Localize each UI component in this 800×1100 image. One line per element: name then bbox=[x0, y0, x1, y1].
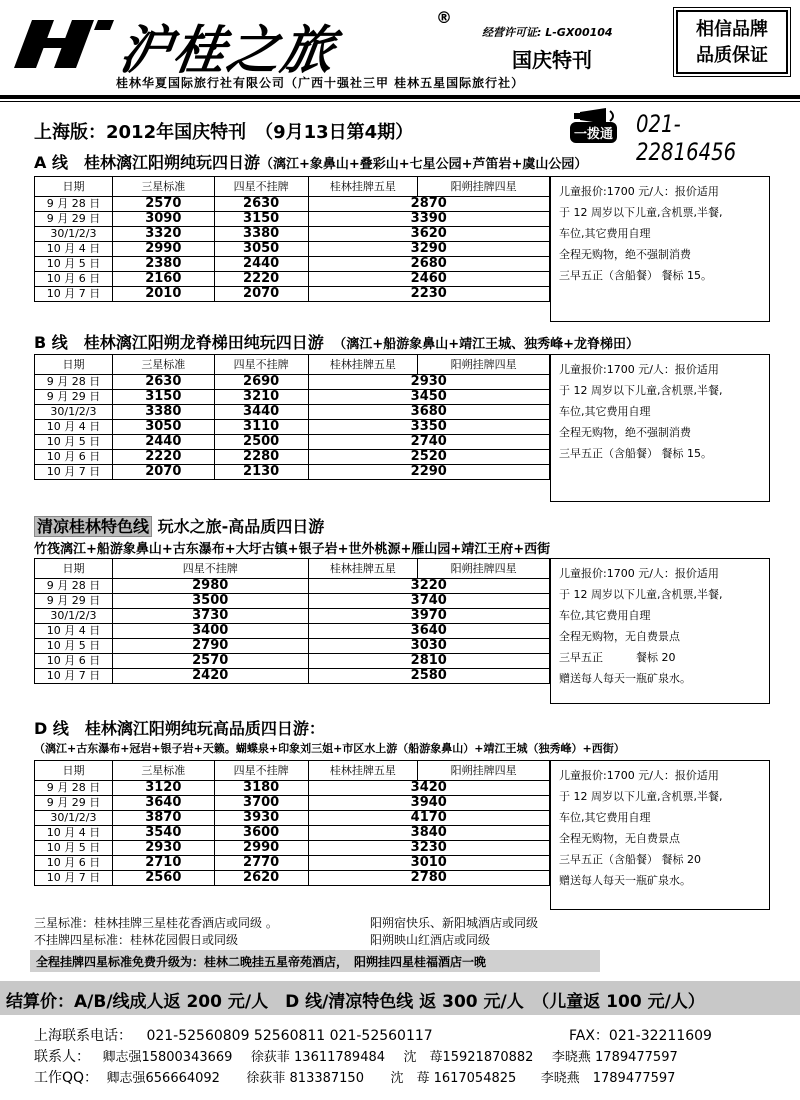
route-a-title bbox=[34, 150, 587, 173]
table-row bbox=[35, 405, 550, 420]
price-cell: 3740 bbox=[308, 594, 550, 609]
price-cell: 3640 bbox=[112, 796, 214, 811]
price-cell: 2440 bbox=[112, 435, 214, 450]
column-header: 三星标准 bbox=[112, 761, 214, 781]
note-line: 车位,其它费用自理 bbox=[559, 227, 651, 240]
route-c-subtitle: 竹筏漓江+船游象鼻山+古东瀑布+大圩古镇+银子岩+世外桃源+雁山园+靖江王府+西街 bbox=[34, 542, 551, 557]
route-d-title: D 线 桂林漓江阳朔纯玩高品质四日游： bbox=[34, 719, 325, 738]
price-cell: 3930 bbox=[214, 811, 308, 826]
note-line: 全程无购物，绝不强制消费 bbox=[559, 426, 691, 439]
table-row bbox=[35, 212, 550, 227]
note-line: 儿童报价:1700 元/人：报价适用 bbox=[559, 567, 719, 580]
trust-line-2: 品质保证 bbox=[696, 45, 768, 66]
table-row bbox=[35, 257, 550, 272]
price-cell: 3350 bbox=[308, 420, 549, 435]
note-line: 儿童报价:1700 元/人：报价适用 bbox=[559, 363, 719, 376]
note-line: 三早五正（含船餐） 餐标 15。 bbox=[559, 447, 712, 460]
column-header: 日期 bbox=[35, 559, 113, 579]
price-cell: 3440 bbox=[214, 405, 308, 420]
license-number: 经营许可证: L-GX00104 bbox=[482, 26, 613, 39]
table-row bbox=[35, 624, 550, 639]
price-cell: 3180 bbox=[214, 781, 308, 796]
fax-number: FAX：021-32211609 bbox=[569, 1028, 712, 1044]
date-cell: 9 月 29 日 bbox=[35, 212, 113, 227]
price-cell: 2580 bbox=[308, 669, 550, 684]
note-line: 赠送每人每天一瓶矿泉水。 bbox=[559, 672, 691, 685]
price-cell: 3420 bbox=[308, 781, 549, 796]
route-a-subtitle: （漓江+象鼻山+叠彩山+七星公园+芦笛岩+虞山公园） bbox=[259, 157, 588, 172]
price-cell: 3230 bbox=[308, 841, 549, 856]
column-header: 四星不挂牌 bbox=[214, 177, 308, 197]
price-cell: 2500 bbox=[214, 435, 308, 450]
qq-item: 卿志强656664092 bbox=[106, 1071, 220, 1086]
price-cell: 3380 bbox=[214, 227, 308, 242]
date-cell: 10 月 6 日 bbox=[35, 272, 113, 287]
note-line: 儿童报价:1700 元/人：报价适用 bbox=[559, 185, 719, 198]
price-cell: 2780 bbox=[308, 871, 549, 886]
qq-item: 沈 苺 1617054825 bbox=[390, 1071, 517, 1086]
price-cell: 2710 bbox=[112, 856, 214, 871]
price-cell: 2380 bbox=[112, 257, 214, 272]
std3-left: 三星标准：桂林挂牌三星桂花香酒店或同级 。 bbox=[34, 916, 278, 930]
qq-item: 李晓燕 1789477597 bbox=[540, 1071, 676, 1086]
std3-right: 阳朔宿快乐、新阳城酒店或同级 bbox=[370, 916, 539, 930]
table-row bbox=[35, 450, 550, 465]
table-row bbox=[35, 272, 550, 287]
column-header: 日期 bbox=[35, 761, 113, 781]
date-cell: 9 月 29 日 bbox=[35, 390, 113, 405]
price-cell: 2280 bbox=[214, 450, 308, 465]
note-line: 全程无购物，无自费景点 bbox=[559, 630, 680, 643]
contact-item: 卿志强15800343669 bbox=[102, 1050, 233, 1065]
table-row bbox=[35, 639, 550, 654]
price-cell: 2520 bbox=[308, 450, 549, 465]
registered-mark: ® bbox=[436, 8, 452, 27]
table-row bbox=[35, 871, 550, 886]
page-header bbox=[0, 0, 800, 110]
table-row bbox=[35, 826, 550, 841]
trust-line-1: 相信品牌 bbox=[696, 19, 768, 40]
note-line: 三早五正（含船餐） 餐标 15。 bbox=[559, 269, 712, 282]
column-header: 桂林挂牌五星 bbox=[308, 761, 418, 781]
route-b-subtitle: （漓江+船游象鼻山+靖江王城、独秀峰+龙脊梯田） bbox=[339, 337, 639, 352]
table-row bbox=[35, 609, 550, 624]
phone-line bbox=[34, 1025, 712, 1045]
price-cell: 2790 bbox=[112, 639, 308, 654]
price-cell: 3620 bbox=[308, 227, 549, 242]
column-header: 阳朔挂牌四星 bbox=[418, 177, 550, 197]
qq-line bbox=[34, 1067, 675, 1087]
price-cell: 2130 bbox=[214, 465, 308, 480]
table-row bbox=[35, 227, 550, 242]
route-b-notes bbox=[550, 354, 770, 502]
note-line: 于 12 周岁以下儿童,含机票,半餐, bbox=[559, 588, 723, 601]
column-header: 阳朔挂牌四星 bbox=[418, 761, 550, 781]
route-a-notes bbox=[550, 176, 770, 322]
price-cell: 2570 bbox=[112, 197, 214, 212]
date-cell: 10 月 6 日 bbox=[35, 450, 113, 465]
price-cell: 2220 bbox=[214, 272, 308, 287]
header-divider-thin bbox=[0, 101, 800, 102]
date-cell: 10 月 7 日 bbox=[35, 669, 113, 684]
qq-label: 工作QQ： bbox=[34, 1070, 99, 1086]
date-cell: 9 月 28 日 bbox=[35, 781, 113, 796]
price-cell: 3390 bbox=[308, 212, 549, 227]
note-line: 于 12 周岁以下儿童,含机票,半餐, bbox=[559, 384, 723, 397]
price-cell: 2290 bbox=[308, 465, 549, 480]
price-cell: 3500 bbox=[112, 594, 308, 609]
header-divider bbox=[0, 95, 800, 99]
date-cell: 9 月 28 日 bbox=[35, 579, 113, 594]
note-line: 全程无购物，绝不强制消费 bbox=[559, 248, 691, 261]
table-row bbox=[35, 287, 550, 302]
special-issue-title: 国庆特刊 bbox=[512, 48, 592, 72]
column-header: 四星不挂牌 bbox=[214, 761, 308, 781]
table-row bbox=[35, 390, 550, 405]
date-cell: 10 月 4 日 bbox=[35, 624, 113, 639]
table-row bbox=[35, 654, 550, 669]
price-cell: 2740 bbox=[308, 435, 549, 450]
note-line: 车位,其它费用自理 bbox=[559, 405, 651, 418]
date-cell: 9 月 29 日 bbox=[35, 594, 113, 609]
price-cell: 3050 bbox=[214, 242, 308, 257]
column-header: 桂林挂牌五星 bbox=[308, 177, 418, 197]
price-cell: 3150 bbox=[112, 390, 214, 405]
date-cell: 10 月 4 日 bbox=[35, 420, 113, 435]
price-cell: 3400 bbox=[112, 624, 308, 639]
contact-item: 徐荻菲 13611789484 bbox=[250, 1050, 386, 1065]
price-cell: 2990 bbox=[214, 841, 308, 856]
date-cell: 10 月 4 日 bbox=[35, 242, 113, 257]
date-cell: 10 月 4 日 bbox=[35, 826, 113, 841]
table-row bbox=[35, 781, 550, 796]
price-cell: 4170 bbox=[308, 811, 549, 826]
price-cell: 2770 bbox=[214, 856, 308, 871]
column-header: 三星标准 bbox=[112, 177, 214, 197]
price-cell: 3210 bbox=[214, 390, 308, 405]
std4-right: 阳朔映山红酒店或同级 bbox=[370, 933, 491, 947]
price-cell: 2680 bbox=[308, 257, 549, 272]
price-cell: 3680 bbox=[308, 405, 549, 420]
note-line: 全程无购物，无自费景点 bbox=[559, 832, 680, 845]
edition-title: 上海版：2012年国庆特刊 （9月13日第4期） bbox=[34, 122, 414, 143]
contact-item: 沈 苺15921870882 bbox=[403, 1050, 534, 1065]
price-cell: 3290 bbox=[308, 242, 549, 257]
date-cell: 30/1/2/3 bbox=[35, 609, 113, 624]
column-header: 日期 bbox=[35, 177, 113, 197]
price-cell: 2930 bbox=[112, 841, 214, 856]
price-cell: 3450 bbox=[308, 390, 549, 405]
price-cell: 3380 bbox=[112, 405, 214, 420]
phone-numbers[interactable]: 021-52560809 52560811 021-52560117 bbox=[146, 1028, 433, 1044]
date-cell: 10 月 5 日 bbox=[35, 639, 113, 654]
price-cell: 3120 bbox=[112, 781, 214, 796]
price-cell: 2810 bbox=[308, 654, 550, 669]
date-cell: 10 月 6 日 bbox=[35, 856, 113, 871]
date-cell: 10 月 5 日 bbox=[35, 841, 113, 856]
note-line: 车位,其它费用自理 bbox=[559, 811, 651, 824]
price-cell: 3090 bbox=[112, 212, 214, 227]
table-row bbox=[35, 435, 550, 450]
price-cell: 3970 bbox=[308, 609, 550, 624]
price-cell: 3050 bbox=[112, 420, 214, 435]
column-header: 阳朔挂牌四星 bbox=[418, 559, 550, 579]
price-cell: 3600 bbox=[214, 826, 308, 841]
price-cell: 2870 bbox=[308, 197, 549, 212]
company-name: 桂林华夏国际旅行社有限公司（广西十强社三甲 桂林五星国际旅行社） bbox=[116, 76, 525, 90]
hotline-label: 一拨通 bbox=[570, 122, 617, 143]
route-d-notes bbox=[550, 760, 770, 910]
route-b-price-table bbox=[34, 354, 550, 480]
date-cell: 30/1/2/3 bbox=[35, 227, 113, 242]
contact-item: 李晓燕 1789477597 bbox=[551, 1050, 678, 1065]
price-cell: 2010 bbox=[112, 287, 214, 302]
upgrade-note: 全程挂牌四星标准免费升级为：桂林二晚挂五星帝苑酒店， 阳朔挂四星桂福酒店一晚 bbox=[30, 950, 600, 972]
price-cell: 3870 bbox=[112, 811, 214, 826]
date-cell: 10 月 7 日 bbox=[35, 871, 113, 886]
price-cell: 3640 bbox=[308, 624, 550, 639]
column-header: 日期 bbox=[35, 355, 113, 375]
table-row bbox=[35, 197, 550, 212]
price-cell: 3010 bbox=[308, 856, 549, 871]
price-cell: 2070 bbox=[214, 287, 308, 302]
route-c-highlight: 清凉桂林特色线 bbox=[34, 516, 152, 537]
table-row bbox=[35, 811, 550, 826]
price-cell: 3540 bbox=[112, 826, 214, 841]
price-cell: 3150 bbox=[214, 212, 308, 227]
date-cell: 10 月 7 日 bbox=[35, 465, 113, 480]
route-c-title bbox=[34, 514, 324, 537]
price-cell: 3110 bbox=[214, 420, 308, 435]
date-cell: 9 月 29 日 bbox=[35, 796, 113, 811]
date-cell: 9 月 28 日 bbox=[35, 197, 113, 212]
route-d-subtitle: （漓江+古东瀑布+冠岩+银子岩+天籁。蝴蝶泉+印象刘三姐+市区水上游（船游象鼻山）+靖江王城（独秀峰）+西街） bbox=[34, 742, 625, 755]
table-row bbox=[35, 465, 550, 480]
trust-badge bbox=[676, 10, 788, 74]
qq-item: 徐荻菲 813387150 bbox=[246, 1071, 364, 1086]
date-cell: 30/1/2/3 bbox=[35, 405, 113, 420]
table-row bbox=[35, 579, 550, 594]
price-cell: 2230 bbox=[308, 287, 549, 302]
table-row bbox=[35, 242, 550, 257]
price-cell: 2460 bbox=[308, 272, 549, 287]
price-cell: 2990 bbox=[112, 242, 214, 257]
price-cell: 2440 bbox=[214, 257, 308, 272]
route-b-name: B 线 桂林漓江阳朔龙脊梯田纯玩四日游 bbox=[34, 333, 324, 352]
route-c-notes bbox=[550, 558, 770, 704]
column-header: 桂林挂牌五星 bbox=[308, 355, 418, 375]
date-cell: 10 月 7 日 bbox=[35, 287, 113, 302]
price-cell: 3700 bbox=[214, 796, 308, 811]
column-header: 四星不挂牌 bbox=[214, 355, 308, 375]
price-cell: 3220 bbox=[308, 579, 550, 594]
note-line: 车位,其它费用自理 bbox=[559, 609, 651, 622]
route-c-price-table bbox=[34, 558, 550, 684]
date-cell: 9 月 28 日 bbox=[35, 375, 113, 390]
column-header: 四星不挂牌 bbox=[112, 559, 308, 579]
price-cell: 3940 bbox=[308, 796, 549, 811]
logo-h-icon bbox=[14, 16, 114, 72]
table-row bbox=[35, 375, 550, 390]
price-cell: 2560 bbox=[112, 871, 214, 886]
note-line: 三早五正（含船餐） 餐标 20 bbox=[559, 853, 701, 866]
note-line: 赠送每人每天一瓶矿泉水。 bbox=[559, 874, 691, 887]
price-cell: 2980 bbox=[112, 579, 308, 594]
route-d-price-table bbox=[34, 760, 550, 886]
price-cell: 2930 bbox=[308, 375, 549, 390]
note-line: 于 12 周岁以下儿童,含机票,半餐, bbox=[559, 790, 723, 803]
price-cell: 3030 bbox=[308, 639, 550, 654]
price-cell: 2620 bbox=[214, 871, 308, 886]
std4-left: 不挂牌四星标准：桂林花园假日或同级 bbox=[34, 933, 239, 947]
table-row bbox=[35, 841, 550, 856]
date-cell: 10 月 6 日 bbox=[35, 654, 113, 669]
price-cell: 2630 bbox=[214, 197, 308, 212]
price-cell: 3730 bbox=[112, 609, 308, 624]
note-line: 于 12 周岁以下儿童,含机票,半餐, bbox=[559, 206, 723, 219]
route-a-name: A 线 桂林漓江阳朔纯玩四日游 bbox=[34, 153, 260, 172]
phone-label: 上海联系电话： bbox=[34, 1028, 132, 1044]
price-cell: 3840 bbox=[308, 826, 549, 841]
note-line: 儿童报价:1700 元/人：报价适用 bbox=[559, 769, 719, 782]
price-cell: 2690 bbox=[214, 375, 308, 390]
route-b-title bbox=[34, 330, 639, 353]
price-cell: 3320 bbox=[112, 227, 214, 242]
price-cell: 2570 bbox=[112, 654, 308, 669]
column-header: 桂林挂牌五星 bbox=[308, 559, 418, 579]
column-header: 阳朔挂牌四星 bbox=[418, 355, 550, 375]
price-cell: 2160 bbox=[112, 272, 214, 287]
route-a-price-table bbox=[34, 176, 550, 302]
settlement-price: 结算价：A/B/线成人返 200 元/人 D 线/清凉特色线 返 300 元/人 （儿童返 100 元/人） bbox=[0, 981, 800, 1015]
contacts-line bbox=[34, 1046, 678, 1066]
note-line: 三早五正 餐标 20 bbox=[559, 651, 676, 664]
price-cell: 2220 bbox=[112, 450, 214, 465]
price-cell: 2070 bbox=[112, 465, 214, 480]
table-row bbox=[35, 594, 550, 609]
contacts-label: 联系人： bbox=[34, 1049, 90, 1065]
date-cell: 10 月 5 日 bbox=[35, 257, 113, 272]
table-row bbox=[35, 669, 550, 684]
table-row bbox=[35, 856, 550, 871]
table-row bbox=[35, 420, 550, 435]
table-row bbox=[35, 796, 550, 811]
route-c-name: 玩水之旅-高品质四日游 bbox=[152, 517, 325, 536]
date-cell: 10 月 5 日 bbox=[35, 435, 113, 450]
date-cell: 30/1/2/3 bbox=[35, 811, 113, 826]
price-cell: 2420 bbox=[112, 669, 308, 684]
brand-name: 沪桂之旅 bbox=[115, 20, 340, 81]
hotline-number[interactable]: 021-22816456 bbox=[636, 110, 737, 166]
column-header: 三星标准 bbox=[112, 355, 214, 375]
price-cell: 2630 bbox=[112, 375, 214, 390]
